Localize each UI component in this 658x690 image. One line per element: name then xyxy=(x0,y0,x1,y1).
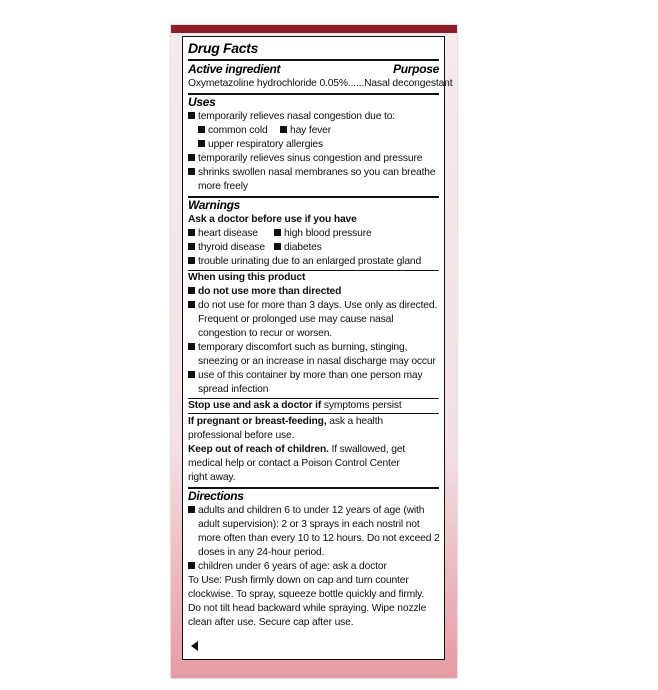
keep-away-line-continued: medical help or contact a Poison Control Center xyxy=(188,458,400,469)
bullet-icon xyxy=(188,257,195,264)
warning-item-continued: sneezing or an increase in nasal discharge may occur xyxy=(198,356,436,367)
uses-item-continued: more freely xyxy=(198,181,248,192)
bullet-icon xyxy=(274,243,281,250)
uses-item: temporarily relieves nasal congestion due to: xyxy=(188,110,439,124)
keep-away-line: Keep out of reach of children. If swallowed, get xyxy=(188,444,406,455)
uses-item: temporarily relieves sinus congestion and pressure xyxy=(188,152,439,166)
bullet-icon xyxy=(188,506,195,513)
stop-use-line: Stop use and ask a doctor if symptoms persist xyxy=(188,400,402,411)
keep-away-line-continued: right away. xyxy=(188,472,236,483)
pregnancy-line: If pregnant or breast-feeding, ask a health xyxy=(188,416,383,427)
directions-text: To Use: Push firmly down on cap and turn counter xyxy=(188,575,409,586)
warning-item-continued: congestion to recur or worsen. xyxy=(198,328,333,339)
directions-text: Do not tilt head backward while spraying. Wipe nozzle xyxy=(188,603,427,614)
ask-doctor-heading: Ask a doctor before use if you have xyxy=(188,214,357,225)
uses-heading: Uses xyxy=(188,95,216,109)
directions-heading: Directions xyxy=(188,489,244,503)
uses-subitem: upper respiratory allergies xyxy=(188,138,439,152)
warning-item: do not use for more than 3 days. Use only as directed. xyxy=(188,299,439,313)
directions-text: clockwise. To spray, squeeze bottle quickly and firmly. xyxy=(188,589,425,600)
condition-item: trouble urinating due to an enlarged prostate gland xyxy=(188,255,439,269)
bullet-icon xyxy=(188,301,195,308)
bullet-icon xyxy=(188,112,195,119)
bullet-icon xyxy=(188,154,195,161)
bullet-icon xyxy=(188,229,195,236)
active-ingredient-header xyxy=(188,62,439,77)
condition-row: heart disease high blood pressure xyxy=(188,227,439,241)
bullet-icon xyxy=(188,287,195,294)
bullet-icon xyxy=(188,371,195,378)
divider xyxy=(188,59,439,61)
uses-item: shrinks swollen nasal membranes so you can breathe xyxy=(188,166,439,180)
directions-item: children under 6 years of age: ask a doctor xyxy=(188,560,439,574)
warning-item: temporary discomfort such as burning, stinging, xyxy=(188,341,439,355)
warning-item: do not use more than directed xyxy=(188,285,439,299)
bullet-icon xyxy=(188,243,195,250)
warning-item-continued: spread infection xyxy=(198,384,269,395)
drug-facts-title: Drug Facts xyxy=(188,40,259,56)
active-ingredient-line: Oxymetazoline hydrochloride 0.05%......Nasal decongestant xyxy=(188,78,453,89)
directions-item-continued: doses in any 24-hour period. xyxy=(198,547,325,558)
drug-facts-panel xyxy=(182,36,453,660)
bullet-icon xyxy=(280,126,287,133)
condition-row: thyroid disease diabetes xyxy=(188,241,439,255)
bullet-icon xyxy=(188,343,195,350)
bullet-icon xyxy=(188,168,195,175)
purpose-heading: Purpose xyxy=(393,62,439,76)
uses-subitem-row: common cold hay fever xyxy=(188,124,439,138)
pregnancy-line-continued: professional before use. xyxy=(188,430,295,441)
directions-item-continued: more often than every 10 to 12 hours. Do not exceed 2 xyxy=(198,533,440,544)
warning-item: use of this container by more than one person may xyxy=(188,369,439,383)
bullet-icon xyxy=(188,562,195,569)
warning-item-continued: Frequent or prolonged use may cause nasal xyxy=(198,314,394,325)
bullet-icon xyxy=(198,140,205,147)
left-arrow-icon[interactable] xyxy=(191,641,198,651)
directions-text: clean after use. Secure cap after use. xyxy=(188,617,354,628)
bullet-icon xyxy=(198,126,205,133)
divider xyxy=(188,413,439,414)
bullet-icon xyxy=(274,229,281,236)
active-ingredient-heading: Active ingredient xyxy=(188,62,281,76)
directions-item: adults and children 6 to under 12 years of age (with xyxy=(188,504,439,518)
warnings-heading: Warnings xyxy=(188,198,241,212)
directions-item-continued: adult supervision): 2 or 3 sprays in each nostril not xyxy=(198,519,420,530)
when-using-heading: When using this product xyxy=(188,272,306,283)
